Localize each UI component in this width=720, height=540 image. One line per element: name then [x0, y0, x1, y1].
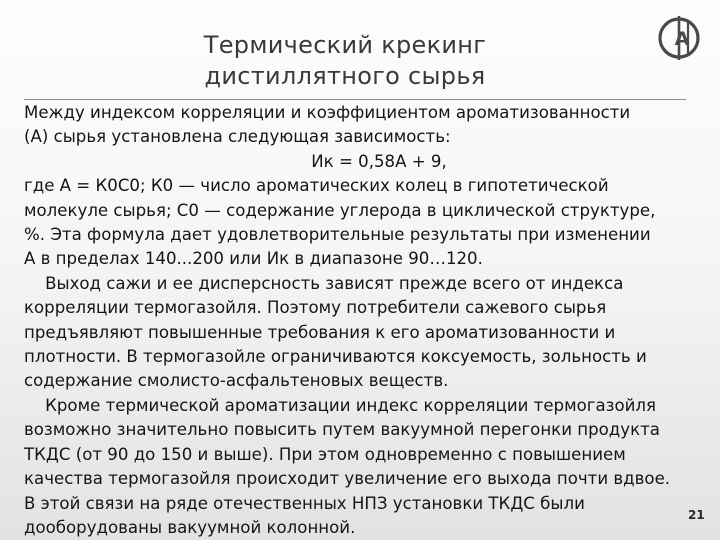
logo-letter: А	[674, 28, 690, 50]
title-divider	[24, 99, 686, 100]
page-number: 21	[688, 508, 705, 522]
body-line: содержание смолисто-асфальтеновых веществ.	[24, 371, 449, 391]
body-line: молекуле сырья; С0 — содержание углерода в циклической структуре,	[24, 200, 656, 220]
body-line: Между индексом корреляции и коэффициентом ароматизованности	[24, 103, 631, 122]
formula-line: Ик = 0,58А + 9,	[311, 151, 447, 171]
body-text	[24, 101, 694, 540]
body-line: (А) сырья установлена следующая зависимость:	[24, 127, 451, 147]
body-line: Выход сажи и ее дисперсность зависят прежде всего от индекса	[24, 273, 624, 293]
body-line: %. Эта формула дает удовлетворительные результаты при изменении	[24, 225, 651, 245]
body-line: дооборудованы вакуумной колонной.	[24, 517, 356, 537]
body-line: ТКДС (от 90 до 150 и выше). При этом одновременно с повышением	[24, 444, 626, 464]
title-line-2: дистиллятного сырья	[204, 62, 486, 90]
body-line: корреляции термогазойля. Поэтому потребители сажевого сырья	[24, 298, 607, 318]
university-emblem-icon	[655, 12, 705, 62]
body-line: В этой связи на ряде отечественных НПЗ установки ТКДС были	[24, 493, 585, 513]
body-line: качества термогазойля происходит увеличение его выхода почти вдвое.	[24, 469, 671, 489]
body-line: А в пределах 140...200 или Ик в диапазоне 90…120.	[24, 249, 483, 269]
body-line: предъявляют повышенные требования к его ароматизованности и	[24, 322, 616, 342]
body-line: плотности. В термогазойле ограничиваются коксуемость, зольность и	[24, 347, 647, 367]
slide-title	[150, 30, 540, 92]
body-line: где А = К0С0; К0 — число ароматических колец в гипотетической	[24, 176, 609, 196]
title-line-1: Термический крекинг	[203, 31, 487, 59]
body-line: Кроме термической ароматизации индекс корреляции термогазойля	[24, 395, 656, 415]
body-line: возможно значительно повысить путем вакуумной перегонки продукта	[24, 420, 660, 440]
